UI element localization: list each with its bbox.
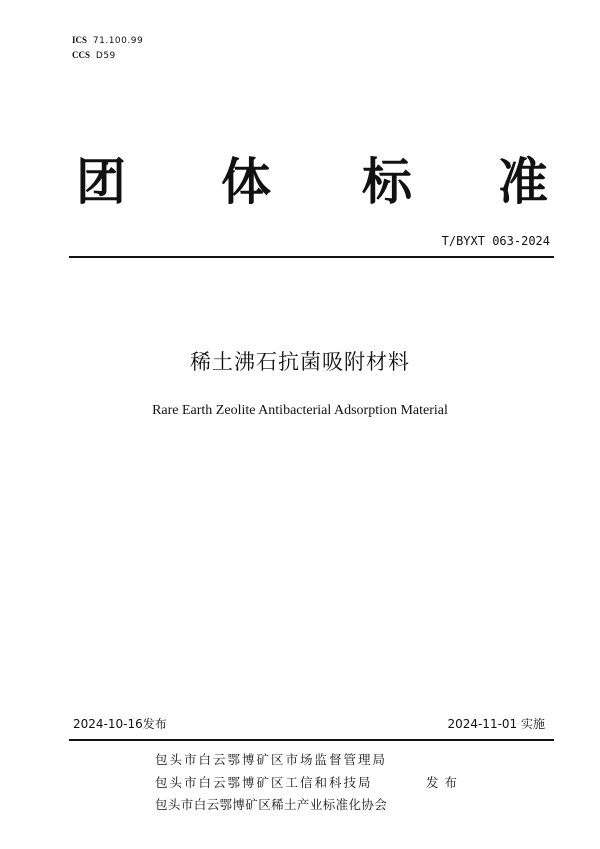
ccs-label: CCS <box>72 50 91 60</box>
title-char: 准 <box>498 153 548 211</box>
ccs-classification <box>72 48 116 63</box>
title-char: 标 <box>362 153 412 211</box>
publisher-name: 包头市白云鄂博矿区市场监督管理局 <box>155 752 388 767</box>
document-title-en: Rare Earth Zeolite Antibacterial Adsorption Material <box>152 403 448 418</box>
top-divider <box>69 256 554 258</box>
bottom-divider <box>69 739 554 741</box>
group-standard-title <box>70 148 554 216</box>
title-char: 体 <box>221 153 271 211</box>
document-title-cn: 稀土沸石抗菌吸附材料 <box>190 350 410 374</box>
ics-value: 71.100.99 <box>92 36 144 46</box>
implementation-date: 2024-11-01 实施 <box>447 717 545 731</box>
standard-code: T/BYXT 063-2024 <box>441 234 550 248</box>
title-char: 团 <box>76 153 126 211</box>
publisher-name: 包头市白云鄂博矿区稀土产业标准化协会 <box>155 797 388 812</box>
publisher-name: 包头市白云鄂博矿区工信和科技局 <box>155 775 373 790</box>
ccs-value: D59 <box>95 51 116 61</box>
publish-label: 发布 <box>426 775 464 790</box>
ics-classification <box>72 33 143 48</box>
issue-date: 2024-10-16发布 <box>73 717 167 731</box>
ics-label: ICS <box>72 35 88 45</box>
